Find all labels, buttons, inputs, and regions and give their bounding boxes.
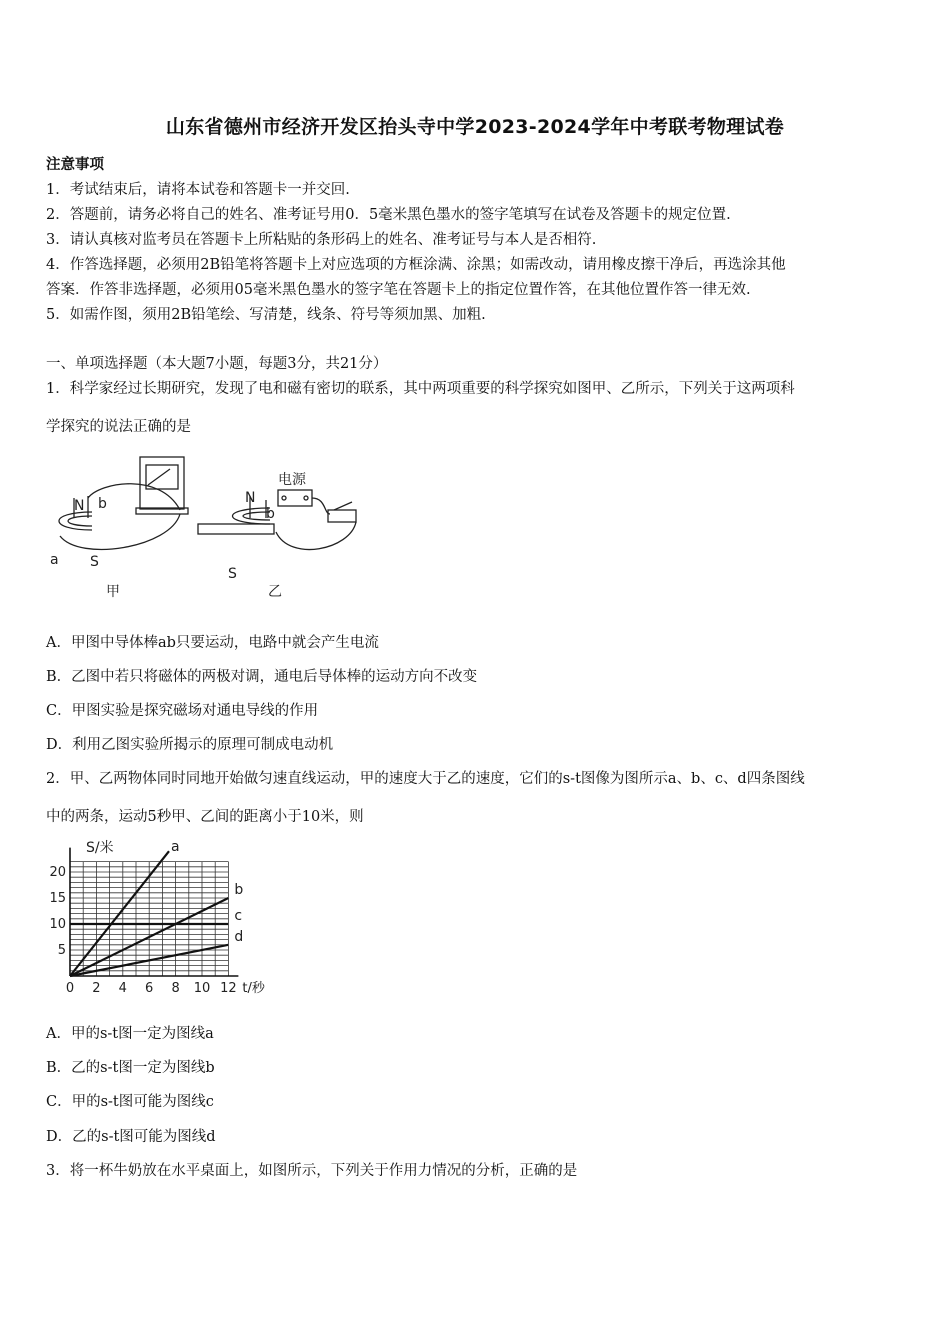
- notice-item: 答案．作答非选择题，必须用05毫米黑色墨水的签字笔在答题卡上的指定位置作答，在其他位置作答一律无效.: [46, 282, 751, 298]
- x-tick-label: 2: [92, 981, 101, 996]
- power-supply-icon: [278, 490, 312, 506]
- notice-item: 3．请认真核对监考员在答题卡上所粘贴的条形码上的姓名、准考证号与本人是否相符.: [46, 232, 597, 248]
- q1-stem: 学探究的说法正确的是: [46, 419, 191, 435]
- x-tick-label: 0: [65, 981, 75, 996]
- label-b: b: [266, 506, 275, 522]
- q1-figure: [40, 452, 380, 604]
- q2-option-a: A．甲的s-t图一定为图线a: [46, 1026, 214, 1042]
- series-label-a: a: [171, 839, 180, 856]
- horseshoe-magnet-icon: [233, 508, 271, 524]
- x-axis-label: t/秒: [242, 981, 265, 996]
- stand-base-icon: [198, 524, 274, 534]
- y-axis-label: S/米: [86, 840, 114, 856]
- x-tick-label: 6: [145, 981, 154, 996]
- notice-heading: 注意事项: [46, 156, 104, 173]
- y-tick-label: 5: [57, 943, 66, 958]
- label-s: S: [228, 566, 237, 582]
- q2-option-b: B．乙的s-t图一定为图线b: [46, 1060, 215, 1076]
- x-tick-label: 4: [118, 981, 127, 996]
- x-tick-label: 8: [171, 981, 180, 996]
- notice-item: 2．答题前，请务必将自己的姓名、准考证号用0．5毫米黑色墨水的签字笔填写在试卷及答题卡的规定位置.: [46, 207, 731, 223]
- q2-stem: 2．甲、乙两物体同时同地开始做匀速直线运动，甲的速度大于乙的速度，它们的s-t图像为图所示a、b、c、d四条图线: [46, 771, 805, 787]
- q1-option-a: A．甲图中导体棒ab只要运动，电路中就会产生电流: [46, 635, 379, 651]
- label-n: N: [245, 490, 256, 506]
- wire: [312, 498, 330, 514]
- x-tick-label: 12: [220, 981, 237, 996]
- y-tick-label: 15: [49, 891, 66, 906]
- label-b: b: [98, 496, 107, 512]
- switch-icon: [328, 510, 356, 522]
- q1-option-d: D．利用乙图实验所揭示的原理可制成电动机: [46, 737, 334, 753]
- series-label-c: c: [234, 908, 243, 924]
- y-tick-label: 10: [49, 917, 66, 932]
- label-n: N: [74, 498, 85, 514]
- notice-item: 4．作答选择题，必须用2B铅笔将答题卡上对应选项的方框涂满、涂黑；如需改动，请用橡皮擦干净后，再选涂其他: [46, 257, 786, 273]
- x-tick-label: 10: [193, 981, 211, 996]
- page-title: 山东省德州市经济开发区抬头寺中学2023-2024学年中考联考物理试卷: [165, 116, 785, 138]
- q1-option-c: C．甲图实验是探究磁场对通电导线的作用: [46, 703, 319, 719]
- q2-option-d: D．乙的s-t图可能为图线d: [46, 1129, 216, 1145]
- label-s: S: [90, 554, 99, 570]
- q2-stem: 中的两条，运动5秒甲、乙间的距离小于10米，则: [46, 809, 364, 825]
- q1-option-b: B．乙图中若只将磁体的两极对调，通电后导体棒的运动方向不改变: [46, 669, 478, 685]
- y-tick-label: 20: [49, 865, 66, 880]
- label-yi: 乙: [268, 584, 282, 600]
- horseshoe-magnet-icon: [59, 512, 92, 530]
- notice-item: 5．如需作图，须用2B铅笔绘、写清楚，线条、符号等须加黑、加粗.: [46, 307, 486, 323]
- section-heading: 一、单项选择题（本大题7小题，每题3分，共21分）: [46, 356, 388, 372]
- series-label-b: b: [234, 882, 244, 898]
- label-power: 电源: [278, 472, 306, 488]
- q1-stem: 1．科学家经过长期研究，发现了电和磁有密切的联系，其中两项重要的科学探究如图甲、乙所示，下列关于这两项科: [46, 381, 795, 397]
- series-label-d: d: [234, 928, 244, 945]
- st-chart: [40, 832, 300, 1002]
- notice-item: 1．考试结束后，请将本试卷和答题卡一并交回.: [46, 182, 350, 198]
- label-a: a: [50, 552, 59, 568]
- label-jia: 甲: [106, 584, 120, 600]
- q2-option-c: C．甲的s-t图可能为图线c: [46, 1094, 214, 1110]
- q3-stem: 3．将一杯牛奶放在水平桌面上，如图所示，下列关于作用力情况的分析，正确的是: [46, 1163, 578, 1179]
